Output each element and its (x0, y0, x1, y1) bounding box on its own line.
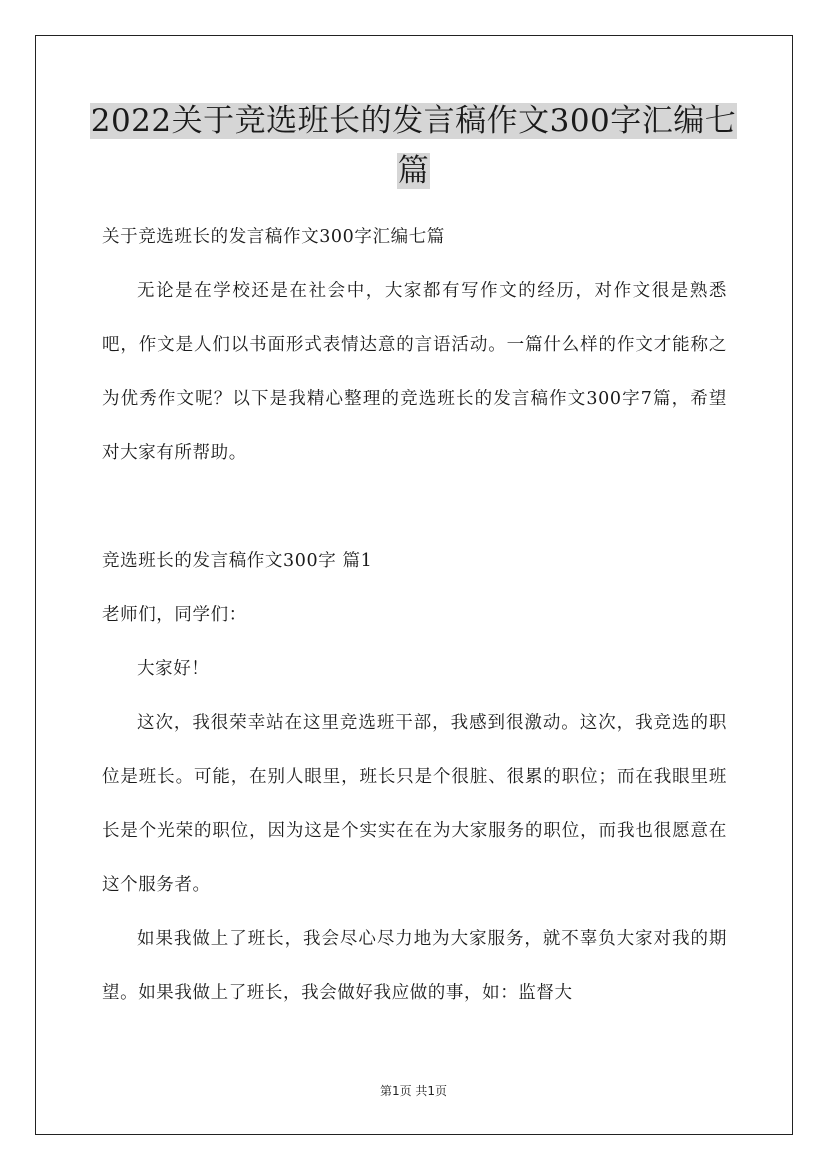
salutation: 老师们，同学们： (102, 605, 247, 625)
title-line-1: 2022关于竞选班长的发言稿作文300字汇编七 (90, 103, 737, 139)
body-paragraph-2: 如果我做上了班长，我会尽心尽力地为大家服务，就不辜负大家对我的期望。如果我做上了班长，我会做好我应做的事，如：监督大 (102, 929, 727, 1003)
title-line-2: 篇 (397, 153, 430, 189)
intro-paragraph: 无论是在学校还是在社会中，大家都有写作文的经历，对作文很是熟悉吧，作文是人们以书面形式表情达意的言语活动。一篇什么样的作文才能称之为优秀作文呢？以下是我精心整理的竞选班长的发言稿作文300字7篇，希望对大家有所帮助。 (102, 281, 727, 463)
greeting: 大家好！ (137, 659, 210, 679)
document-title (60, 96, 767, 196)
body-paragraph-1: 这次，我很荣幸站在这里竞选班干部，我感到很激动。这次，我竞选的职位是班长。可能，在别人眼里，班长只是个很脏、很累的职位；而在我眼里班长是个光荣的职位，因为这是个实实在在为大家服务的职位，而我也很愿意在这个服务者。 (102, 713, 727, 895)
page-number: 第1页 共1页 (379, 1084, 448, 1098)
subtitle: 关于竞选班长的发言稿作文300字汇编七篇 (102, 227, 445, 247)
section-heading: 竞选班长的发言稿作文300字 篇1 (102, 551, 373, 571)
